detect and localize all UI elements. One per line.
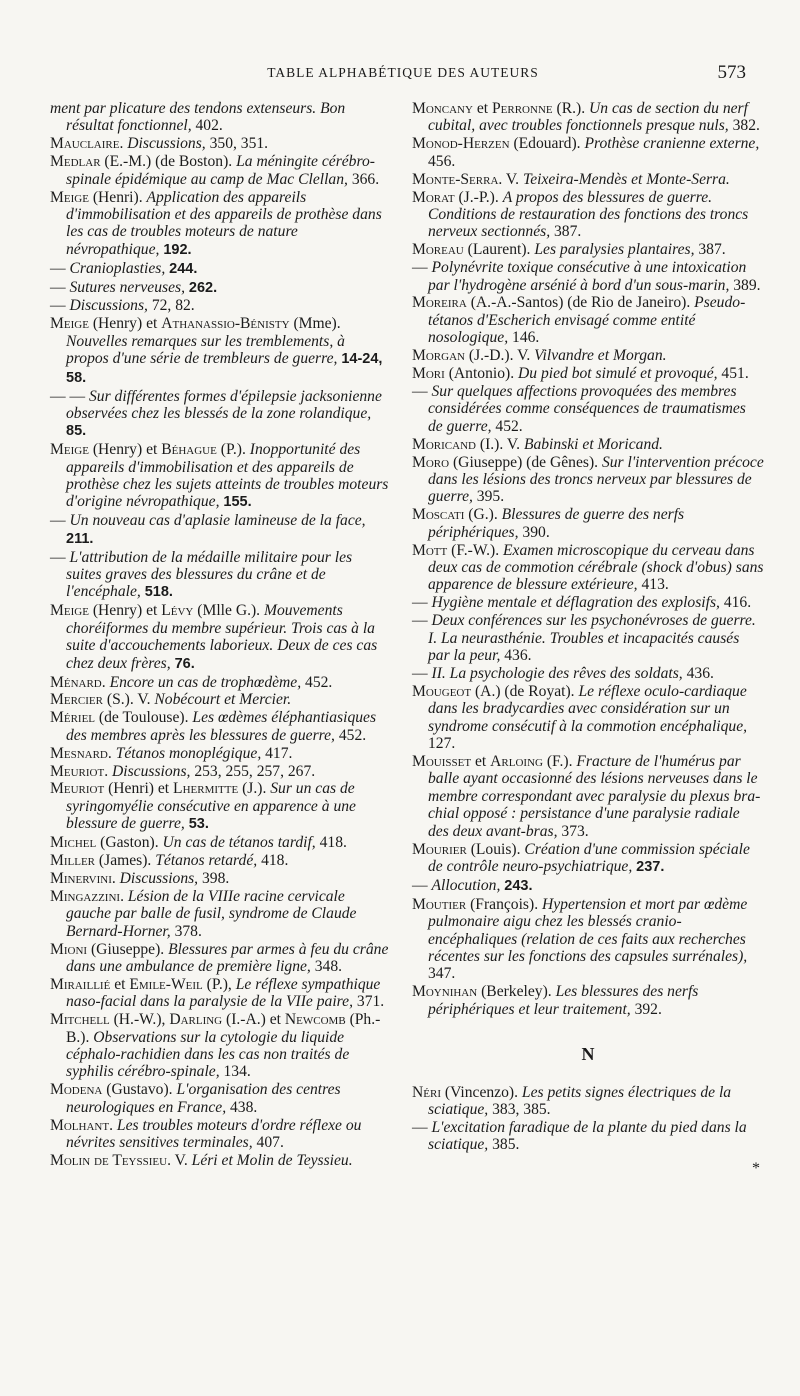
author-name: Mori <box>412 365 445 383</box>
section-letter-n: N <box>581 1044 595 1065</box>
page-refs: 438. <box>226 1098 258 1116</box>
work-title: La méningite cérébro-spinale épidémique au camp de Mac Clellan, <box>66 153 375 188</box>
index-entry <box>50 512 390 548</box>
work-title: Allocution, <box>431 876 501 894</box>
work-title: Les blessures des nerfs périphériques et leur traitement, <box>428 983 699 1018</box>
page-refs-bold: 14-24, 58. <box>66 351 383 386</box>
entry-text: (Henry) et <box>88 315 162 333</box>
index-entry <box>412 135 764 170</box>
entry-text: — <box>412 876 432 894</box>
work-title: Sur différentes formes d'épilepsie jacksonienne observées chez les blessés de la zone rolandique, <box>66 387 382 422</box>
page-refs: 348. <box>310 958 343 975</box>
index-entry <box>412 171 764 188</box>
author-name: Meuriot <box>50 780 105 798</box>
author-name: Meige <box>50 441 89 459</box>
author-name: Moutier <box>412 895 467 913</box>
entry-text: (R.). <box>552 100 589 117</box>
entry-text: (Mme). <box>289 315 341 333</box>
author-name: Moreau <box>412 241 464 259</box>
work-title: Un nouveau cas d'aplasie lamineuse de la face, <box>69 512 366 530</box>
index-entry <box>50 888 390 940</box>
author-name: Mercier <box>50 691 103 709</box>
entry-text: (Antonio). <box>444 365 519 383</box>
work-title: Cranioplasties, <box>69 259 166 277</box>
work-title: Vilvandre et Morgan. <box>534 347 667 365</box>
work-title: Léri et Molin de Teyssieu. <box>191 1151 353 1169</box>
index-entry <box>412 383 764 435</box>
entry-text: (A.) (de Royat). <box>471 682 579 700</box>
page-refs: 452. <box>334 726 367 744</box>
work-title: Les troubles moteurs d'ordre réflexe ou névrites sensitives terminales, <box>66 1116 362 1152</box>
work-title: Le réflexe oculo-cardiaque dans les bradycardies avec considération sur un syndrome consécutif à la commotion encéphalique, <box>428 682 748 735</box>
work-title: II. La psychologie des rêves des soldats, <box>431 665 683 682</box>
index-entry <box>412 1119 764 1154</box>
entry-text: (I.-A.) et <box>222 1011 285 1029</box>
index-entry <box>50 870 390 887</box>
entry-text: (F.). <box>542 753 577 771</box>
coauthor-name: Lhermitte <box>173 780 239 798</box>
work-title: L'attribution de la médaille militaire pour les suites graves des blessures du crâne et de l'encéphale, <box>66 548 353 601</box>
work-title: Sur l'intervention précoce dans les lésions des troncs nerveux par blessures de guerre, <box>428 453 764 506</box>
entry-text: (H.-W.), <box>109 1011 170 1029</box>
page-refs: 418. <box>315 834 347 852</box>
index-entry <box>50 135 390 152</box>
page-header <box>60 62 746 86</box>
work-title: Babinski et Moricand. <box>523 435 663 453</box>
index-entry <box>50 763 390 780</box>
entry-text: (Giuseppe) (de Gênes). <box>449 453 602 471</box>
index-entry <box>412 347 764 364</box>
author-name: Morat <box>412 188 455 206</box>
page-refs: 392. <box>630 1000 662 1018</box>
coauthor-name: Arloing <box>490 753 543 771</box>
work-title: Du pied bot simulé et provoqué, <box>518 365 718 383</box>
work-title: Discussions, <box>69 297 148 315</box>
right-entries-m <box>412 100 764 1018</box>
index-entry <box>50 549 390 602</box>
entry-text: (Henry) et <box>88 602 162 620</box>
work-title: A propos des blessures de guerre. Conditions de restauration des fonctions des troncs nerveux sectionnés, <box>428 188 749 241</box>
entry-text: et <box>110 975 130 993</box>
page-refs: 382. <box>728 117 760 135</box>
page-refs: 418. <box>257 852 289 870</box>
entry-text: (Giuseppe). <box>87 940 169 958</box>
author-name: Mesnard. <box>50 744 112 762</box>
page-refs: 456. <box>428 152 456 170</box>
entry-text: — <box>412 612 432 630</box>
page-refs: 395. <box>472 488 505 506</box>
index-entry <box>412 436 764 453</box>
right-entries-n <box>412 1084 764 1154</box>
work-title: Un cas de section du nerf cubital, avec troubles fonctionnels presque nuls, <box>428 100 748 135</box>
work-title: Le réflexe sympathique naso-facial dans la paralysie de la VIIe paire, <box>66 975 381 1011</box>
work-title: Tétanos retardé, <box>155 852 258 870</box>
entry-text: (J.-P.). <box>454 188 503 206</box>
page-refs-bold: 237. <box>636 858 665 875</box>
page-number: 573 <box>717 62 746 83</box>
work-title: Tétanos monoplégique, <box>115 744 262 762</box>
work-title: Sutures nerveuses, <box>69 278 185 296</box>
entry-text: — — <box>50 387 89 405</box>
page-refs-bold: 192. <box>163 241 192 258</box>
index-entry <box>50 745 390 762</box>
coauthor-name: Perronne <box>491 100 553 117</box>
page-refs-bold: 244. <box>169 260 198 277</box>
index-entry <box>50 279 390 297</box>
entry-text: V. <box>170 1151 192 1169</box>
author-name: Minervini. <box>50 869 116 887</box>
page-refs: 402. <box>191 117 223 135</box>
entry-text: (Laurent). <box>463 241 535 259</box>
running-head: TABLE ALPHABÉTIQUE DES AUTEURS <box>267 65 539 80</box>
entry-text: — <box>50 278 70 296</box>
coauthor-name: Emile-Weil <box>129 975 203 993</box>
author-name: Mauclaire. <box>50 135 124 153</box>
index-entry <box>50 602 390 673</box>
entry-text: — <box>50 297 70 315</box>
page-refs: 383, 385. <box>488 1100 551 1118</box>
author-name: Miller <box>50 852 96 870</box>
author-name: Moreira <box>412 294 467 312</box>
author-name: Morgan <box>412 347 465 365</box>
page-refs: 347. <box>428 965 456 983</box>
page-refs: 389. <box>729 276 761 294</box>
page-refs: 387. <box>550 223 582 241</box>
index-entry <box>412 259 764 294</box>
work-title: Sur un cas de syringomyélie consécutive en apparence à une blessure de guerre, <box>66 780 356 833</box>
coauthor-name: Béhague <box>161 441 217 459</box>
page-refs: 387. <box>694 241 726 259</box>
page-refs: 452. <box>301 673 333 691</box>
author-name: Molhant. <box>50 1116 113 1134</box>
work-title: Teixeira-Mendès et Monte-Serra. <box>522 170 730 188</box>
entry-text: — <box>412 594 432 612</box>
index-entry <box>412 241 764 258</box>
coauthor-name: Newcomb <box>284 1011 346 1029</box>
index-entry <box>412 877 764 895</box>
work-title: Hygiène mentale et déflagration des explosifs, <box>431 594 720 612</box>
page-refs: 72, 82. <box>147 297 195 315</box>
author-name: Michel <box>50 834 97 852</box>
author-name: Miraillié <box>50 975 111 993</box>
entry-text: (Berkeley). <box>477 983 556 1001</box>
author-name: Modena <box>50 1081 103 1099</box>
author-name: Ménard. <box>50 673 106 691</box>
entry-text: (de Toulouse). <box>95 709 193 727</box>
index-entry <box>412 506 764 541</box>
index-entry <box>50 780 390 833</box>
author-name: Moricand <box>412 435 476 453</box>
index-entry <box>412 841 764 877</box>
page-refs: 413. <box>637 576 669 594</box>
author-name: Monte-Serra. <box>412 170 503 188</box>
entry-text: (Mlle G.). <box>193 602 264 620</box>
index-entry <box>412 100 764 135</box>
work-title: Les œdèmes éléphantiasiques des membres après les blessures de guerre, <box>66 709 377 744</box>
work-title: Hypertension et mort par œdème pulmonaire aigu chez les blessés cranio-encéphaliques (relation de ces faits aux recherches récentes sur les fonctions des capsules surrénales), <box>428 895 748 965</box>
work-title: Les petits signes électriques de la sciatique, <box>428 1083 732 1118</box>
author-name: Mourier <box>412 840 467 858</box>
author-name: Mougeot <box>412 682 472 700</box>
entry-text: — <box>412 259 432 277</box>
index-entry <box>412 896 764 983</box>
work-title: Examen microscopique du cerveau dans deux cas de commotion cérébrale (shock d'obus) sans apparence de blessure extérieure, <box>428 541 764 594</box>
author-name: Meige <box>50 315 89 333</box>
page-refs-bold: 85. <box>66 423 87 440</box>
work-title: L'excitation faradique de la plante du pied dans la sciatique, <box>428 1118 747 1154</box>
work-title: Prothèse cranienne externe, <box>584 135 760 153</box>
entry-text: (P.), <box>202 975 236 993</box>
entry-text: (Edouard). <box>509 135 585 153</box>
index-entry <box>50 976 390 1011</box>
entry-text: (F.-W.). <box>447 541 504 559</box>
page-refs: 253, 255, 257, 267. <box>190 762 316 780</box>
work-title: Blessures de guerre des nerfs périphériques, <box>428 506 685 541</box>
page-refs: 436. <box>500 647 532 665</box>
author-name: Mingazzini. <box>50 887 124 905</box>
page-refs: 390. <box>518 523 550 541</box>
index-entry <box>50 674 390 691</box>
index-entry <box>412 365 764 382</box>
page-refs-bold: 211. <box>66 530 94 547</box>
entry-text: (François). <box>466 895 542 913</box>
work-title: Mouvements choréiformes du membre supérieur. Trois cas à la suite d'accouchements laborieux. Deux de ces cas chez deux frères, <box>66 602 378 672</box>
index-entry <box>412 542 764 594</box>
entry-text: (I.). V. <box>475 435 524 453</box>
index-entry <box>412 454 764 506</box>
page-refs: 416. <box>719 594 752 612</box>
work-title: Pseudo-tétanos d'Escherich envisagé comme entité nosologique, <box>428 294 746 347</box>
author-name: Molin de Teyssieu. <box>50 1151 171 1169</box>
index-entry <box>50 153 390 188</box>
work-title: Observations sur la cytologie du liquide céphalo-rachidien dans les cas non traités de syphilis cérébro-spinale, <box>66 1028 350 1081</box>
work-title: Discussions, <box>112 762 191 780</box>
index-entry <box>50 941 390 976</box>
index-entry <box>412 594 764 611</box>
work-title: Nobécourt et Mercier. <box>154 691 292 709</box>
work-title: Encore un cas de trophœdème, <box>109 673 302 691</box>
work-title: Sur quelques affections provoquées des membres considérées comme conséquences de traumatismes de guerre, <box>428 383 746 435</box>
entry-text: — <box>412 1118 432 1136</box>
work-title: Création d'une commission spéciale de contrôle neuro-psychiatrique, <box>428 840 750 875</box>
index-entry <box>50 100 390 135</box>
author-name: Mioni <box>50 940 88 958</box>
entry-text: (E.-M.) (de Boston). <box>100 153 237 171</box>
index-entry <box>50 189 390 260</box>
page-refs-bold: 155. <box>223 494 252 511</box>
work-title: L'organisation des centres neurologiques en France, <box>66 1081 341 1116</box>
author-name: Meige <box>50 188 89 206</box>
entry-text: (Henry) et <box>88 441 162 459</box>
work-title: Un cas de tétanos tardif, <box>162 834 316 852</box>
author-name: Meige <box>50 602 89 620</box>
work-title: ment par plicature des tendons extenseurs. Bon résultat fonctionnel, <box>50 100 346 135</box>
index-entry <box>412 983 764 1018</box>
index-entry <box>412 665 764 682</box>
work-title: Deux conférences sur les psychonévroses de guerre. I. La neurasthénie. Troubles et incapacités causés par la peur, <box>428 612 756 665</box>
author-name: Moynihan <box>412 983 478 1001</box>
entry-text: (Vincenzo). <box>440 1083 522 1101</box>
page-refs: 127. <box>428 735 456 753</box>
work-title: Discussions, <box>127 135 206 153</box>
index-entry <box>412 294 764 346</box>
index-entry <box>412 612 764 664</box>
page-refs-bold: 243. <box>504 877 533 894</box>
entry-text: (James). <box>95 852 156 870</box>
author-name: Meuriot. <box>50 762 109 780</box>
index-entry <box>50 709 390 744</box>
page-refs: 350, 351. <box>205 135 269 153</box>
work-title: Discussions, <box>119 869 199 887</box>
page-refs-bold: 53. <box>188 816 209 833</box>
right-column <box>412 100 764 1177</box>
entry-text: (Henri) et <box>104 780 174 798</box>
author-name: Moro <box>412 453 450 471</box>
index-entry <box>412 753 764 840</box>
entry-text: (G.). <box>464 506 502 524</box>
index-entry <box>50 315 390 387</box>
page-refs: 452. <box>491 417 523 435</box>
index-entry <box>50 1011 390 1081</box>
coauthor-name: Athanassio-Bénisty <box>161 315 290 333</box>
page-refs: 378. <box>170 922 202 940</box>
page-refs: 146. <box>508 329 540 347</box>
entry-text: — <box>412 383 432 400</box>
entry-text: (S.). V. <box>102 691 155 709</box>
end-asterisk: * <box>752 1159 760 1177</box>
index-entry <box>50 441 390 512</box>
index-entry <box>50 852 390 869</box>
page-refs-bold: 518. <box>144 584 173 601</box>
author-name: Mott <box>412 541 448 559</box>
author-name: Mouisset <box>412 753 472 771</box>
author-name: Mériel <box>50 709 96 727</box>
index-entry <box>412 189 764 241</box>
entry-text: (Gustavo). <box>102 1081 177 1099</box>
entry-text: — <box>50 259 70 277</box>
entry-text: (J.). <box>238 780 271 798</box>
work-title: Lésion de la VIIIe racine cervicale gauche par balle de fusil, syndrome de Claude Bernard-Horner, <box>66 887 357 940</box>
entry-text: (Henri). <box>88 188 147 206</box>
index-entry <box>50 1081 390 1116</box>
entry-text: (A.-A.-Santos) (de Rio de Janeiro). <box>466 294 695 312</box>
page-refs-bold: 76. <box>174 655 195 672</box>
index-entry <box>50 691 390 708</box>
entry-text: — <box>50 512 70 530</box>
work-title: Blessures par armes à feu du crâne dans une ambulance de première ligne, <box>66 940 389 975</box>
entry-text: — <box>412 665 432 682</box>
page-refs: 134. <box>219 1063 251 1081</box>
entry-text: (Gaston). <box>96 834 163 852</box>
page-refs-bold: 262. <box>188 279 218 296</box>
left-column <box>50 100 390 1170</box>
index-entry <box>50 297 390 314</box>
entry-text: — <box>50 548 70 566</box>
work-title: Inopportunité des appareils d'immobilisation et des appareils de prothèse chez les sujets atteints de troubles moteurs d'origine névropathique, <box>66 441 389 511</box>
work-title: Fracture de l'humérus par balle ayant occasionné des lésions nerveuses dans le membre correspondant avec paralysie du plexus brachial opposé : persistance d'une paralysie radiale des deux avant-bras, <box>428 753 761 840</box>
entry-text: (J.-D.). V. <box>464 347 535 365</box>
entry-text: (Ph.-B.). <box>66 1011 381 1046</box>
index-entry <box>412 683 764 753</box>
work-title: Polynévrite toxique consécutive à une intoxication par l'hydrogène arsénié à bord d'un sous-marin, <box>428 259 747 294</box>
entry-text: et <box>472 100 492 117</box>
work-title: Les paralysies plantaires, <box>534 241 695 259</box>
author-name: Mitchell <box>50 1011 110 1029</box>
index-entry <box>50 388 390 441</box>
coauthor-name: Darling <box>169 1011 223 1029</box>
page-refs: 398. <box>198 869 230 887</box>
author-name: Medlar <box>50 153 101 171</box>
entry-text: (P.). <box>216 441 250 459</box>
coauthor-name: Lévy <box>161 602 194 620</box>
entry-text: V. <box>502 170 523 188</box>
page-refs: 451. <box>717 365 749 383</box>
author-name: Néri <box>412 1083 441 1101</box>
page-refs: 371. <box>353 993 385 1011</box>
author-name: Moncany <box>412 100 473 117</box>
index-entry <box>50 834 390 851</box>
index-entry <box>50 1152 390 1169</box>
page-refs: 436. <box>682 665 714 682</box>
author-name: Moscati <box>412 506 465 524</box>
entry-text: (Louis). <box>466 840 525 858</box>
author-name: Monod-Herzen <box>412 135 510 153</box>
work-title: Application des appareils d'immobilisation et des appareils de prothèse dans les cas de troubles moteurs de nature névropathique, <box>66 188 382 258</box>
work-title: Nouvelles remarques sur les tremblements, à propos d'une série de trembleurs de guerre, <box>66 332 345 368</box>
page-refs: 407. <box>252 1134 284 1152</box>
page-refs: 373. <box>557 822 589 840</box>
page-refs: 366. <box>347 170 380 188</box>
page-refs: 385. <box>488 1136 520 1154</box>
index-entry <box>50 1117 390 1152</box>
index-entry <box>50 260 390 278</box>
page-refs: 417. <box>261 744 293 762</box>
index-entry <box>412 1084 764 1119</box>
entry-text: et <box>471 753 491 771</box>
